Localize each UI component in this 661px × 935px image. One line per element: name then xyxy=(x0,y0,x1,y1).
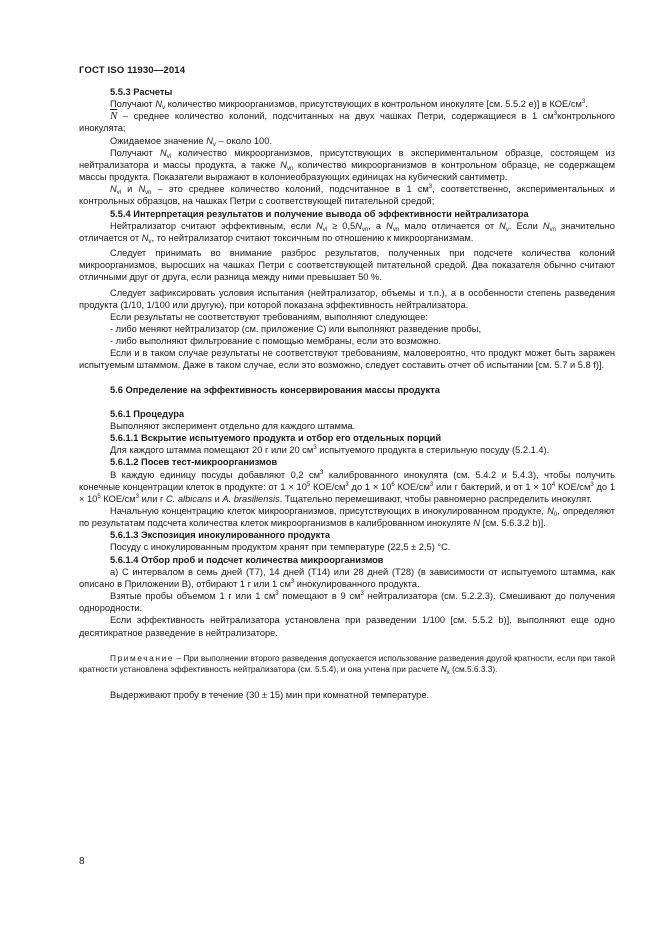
paragraph: Следует принимать во внимание разброс результатов, полученных при подсчете количества колоний микроорганизмов, выросших на чашках Петри с соответствующей питательной средой. Два показателя обычно считают отличными друг от друга, если разница между ними превышает 50 %. xyxy=(79,248,615,283)
paragraph: Начальную концентрацию клеток микроорганизмов, присутствующих в инокулированном продукте, $N_0$, определяют по результатам подсчета количества клеток микроорганизмов в калиброванном инокуляте N [см. 5.6.3.2 b)]. xyxy=(79,506,615,529)
paragraph: Взятые пробы объемом 1 г или 1 $см^3$ помещают в 9 $см^3$ нейтрализатора (см. 5.2.2.3). Смешивают до получения однородности. xyxy=(79,591,616,614)
paragraph: Нейтрализатор считают эффективным, если $N_{vl} \ge 0,5N_{vn}$, а $N_{vn}$ мало отличается от $N_v$. Если $N_{vn}$ значительно отличается от $N_v$, то нейтрализатор считают токсичным по отношению к микроорганизмам. xyxy=(79,220,615,245)
list-item: - либо меняют нейтрализатор (см. приложение С) или выполняют разведение пробы, xyxy=(110,323,482,334)
paragraph: $N_{vl}$ и $N_{vn}$ – это среднее количество колоний, подсчитанное в 1 $см^3$, соответственно, экспериментальных и контрольных образцов, на чашках Петри с соответствующей питательной средой; xyxy=(79,184,615,207)
section-heading-5-6: 5.6 Определение на эффективность консервирования массы продукта xyxy=(110,384,440,395)
section-heading-5-6-1-4: 5.6.1.4 Отбор проб и подсчет количества микроорганизмов xyxy=(110,554,384,565)
paragraph: Получают $N_{vl}$ количество микроорганизмов, присутствующих в экспериментальном образце, состоящем из нейтрализатора и массы продукта, а также $N_{vn}$ количество микроорганизмов в контрольном образце, не содержащем массы продукта. Показатели выражают в колониеобразующих единицах на кубический сантиметр. xyxy=(79,147,616,183)
section-heading-5-5-4: 5.5.4 Интерпретация результатов и получение вывода об эффективности нейтрализатора xyxy=(110,208,529,219)
section-heading-5-6-1-2: 5.6.1.2 Посев тест-микроорганизмов xyxy=(110,457,278,468)
paragraph: Если эффективность нейтрализатора установлена при разведении 1/100 [см. 5.5.2 b)], выполняют еще одно десятикратное разведение в нейтрализаторе. xyxy=(79,615,615,638)
page-header: ГОСТ ISO 11930—2014 xyxy=(79,65,186,76)
paragraph: Для каждого штамма помещают 20 г или 20 $см^3$ испытуемого продукта в стерильную посуду (5.2.1.4). xyxy=(110,445,550,456)
section-heading-5-6-1-1: 5.6.1.1 Вскрытие испытуемого продукта и отбор его отдельных порций xyxy=(110,433,442,444)
page-number: 8 xyxy=(79,856,85,867)
paragraph: Выполняют эксперимент отдельно для каждого штамма. xyxy=(110,420,356,431)
section-heading-5-5-3: 5.5.3 Расчеты xyxy=(110,87,173,97)
paragraph: В каждую единицу посуды добавляют 0,2 $см^3$ калиброванного инокулята (см. 5.4.2 и 5.4.3), чтобы получить конечные концентрации клеток в продукте: от $1 \times 10^5$ КОЕ/$см^3$ до $1 \times 10^6$ КОЕ/$см^3$ или г бактерий, и от $1 \times 10^4$ КОЕ/$см^3$ до $1 \times 10^5$ КОЕ/$см^3$ или г C. albicans и A. brasiliensis. Тщательно перемешивают, чтобы равномерно распределить инокулят. xyxy=(79,469,616,504)
list-item: - либо выполняют фильтрование с помощью мембраны, если это возможно. xyxy=(110,336,442,347)
paragraph: а) С интервалом в семь дней (Т7), 14 дней (Т14) или 28 дней (Т28) (в зависимости от испытуемого штамма, как описано в Приложении В), отбирают 1 г или 1 $см^3$ инокулированного продукта. xyxy=(79,566,615,589)
document-body xyxy=(79,86,615,701)
paragraph: Получают $N_v$ количество микроорганизмов, присутствующих в контрольном инокуляте [см. 5.5.2 е)] в КОЕ/$см^3$. xyxy=(110,99,588,112)
paragraph: Посуду с инокулированным продуктом хранят при температуре (22,5 ± 2,5) °С. xyxy=(110,542,451,553)
paragraph: $\overline{N}$ – среднее количество колоний, подсчитанных на двух чашках Петри, содержащиеся в 1 $см^3контрольного$ инокулята; xyxy=(79,110,615,134)
note: Примечание – При выполнении второго разведения допускается использование разведения другой кратности, если при такой кратности установлена эффективность нейтрализатора (см. 5.5.4), и она учтена при расчете $N_x$ (см.5.6.3.3). xyxy=(79,652,615,676)
paragraph: Следует зафиксировать условия испытания (нейтрализатор, объемы и т.п.), а в особенности степень разведения продукта (1/10, 1/100 или другую), при которой показана эффективность нейтрализатора. xyxy=(79,287,615,310)
paragraph: Ожидаемое значение $N_v$ – около 100. xyxy=(110,135,272,148)
paragraph: Выдерживают пробу в течение (30 ± 15) мин при комнатной температуре. xyxy=(110,689,430,700)
section-heading-5-6-1-3: 5.6.1.3 Экспозиция инокулированного продукта xyxy=(110,530,331,541)
paragraph: Если результаты не соответствуют требованиям, выполняют следующее: xyxy=(110,311,428,322)
section-heading-5-6-1: 5.6.1 Процедура xyxy=(110,408,185,419)
paragraph: Если и в таком случае результаты не соответствуют требованиям, маловероятно, что продукт может быть заражен испытуемым штаммом. Даже в таком случае, если это возможно, следует составить отчет об испытании [см. 5.7 и 5.8 f)]. xyxy=(79,348,615,371)
